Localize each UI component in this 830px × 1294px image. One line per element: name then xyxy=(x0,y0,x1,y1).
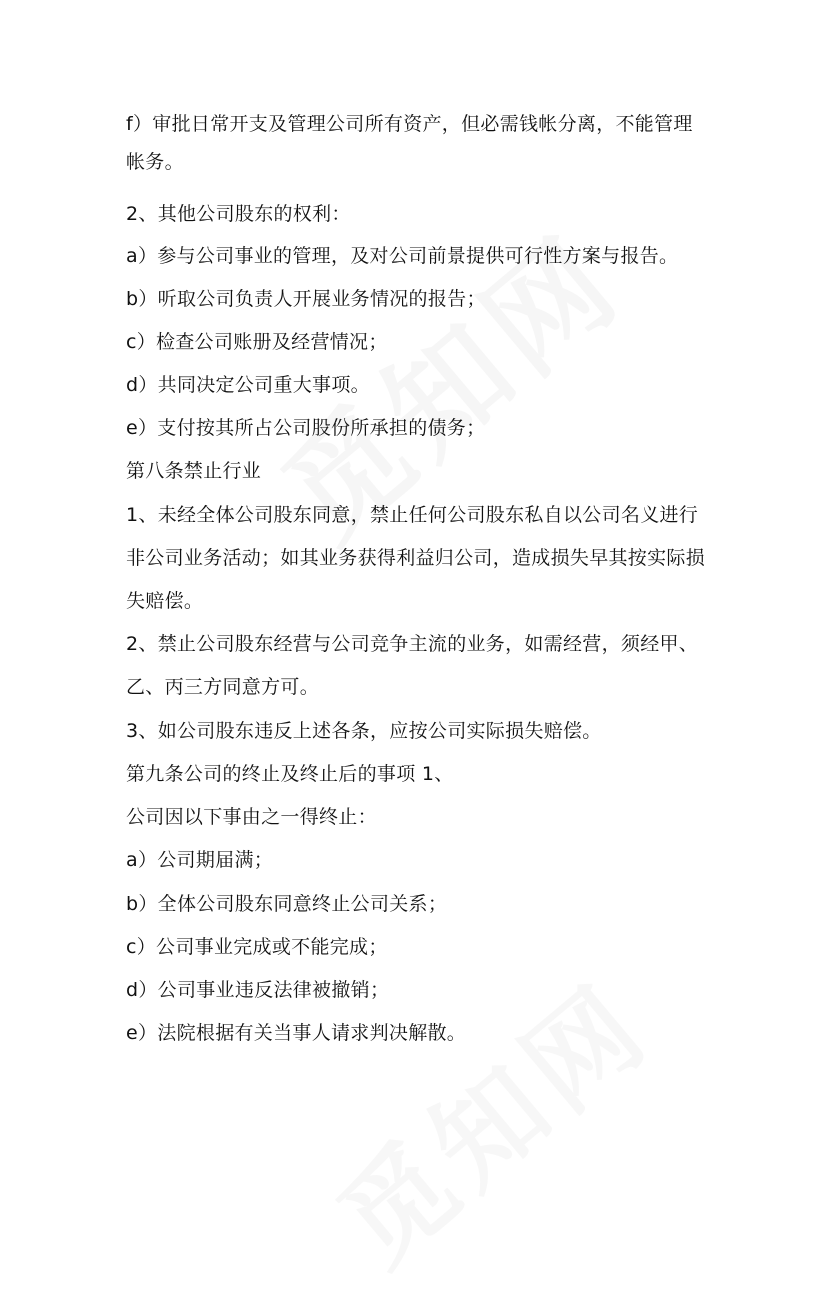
text-line: e）法院根据有关当事人请求判决解散。 xyxy=(126,1022,467,1044)
text-line: a）公司期届满； xyxy=(126,849,274,871)
text-line: b）听取公司负责人开展业务情况的报告； xyxy=(126,288,486,310)
text-line: 公司因以下事由之一得终止： xyxy=(126,806,377,828)
text-line: 非公司业务活动；如其业务获得利益归公司，造成损失早其按实际损 xyxy=(126,547,706,569)
text-line: c）检查公司账册及经营情况； xyxy=(126,331,388,353)
section-heading: 第九条公司的终止及终止后的事项 1、 xyxy=(126,763,454,785)
text-line: c）公司事业完成或不能完成； xyxy=(126,936,388,958)
text-line: d）共同决定公司重大事项。 xyxy=(126,374,370,396)
text-line: d）公司事业违反法律被撤销； xyxy=(126,979,390,1001)
text-line: 2、其他公司股东的权利： xyxy=(126,203,351,225)
section-heading: 第八条禁止行业 xyxy=(126,460,262,482)
text-line: 失赔偿。 xyxy=(126,590,204,612)
text-line: 3、如公司股东违反上述各条，应按公司实际损失赔偿。 xyxy=(126,720,602,742)
text-line: f）审批日常开支及管理公司所有资产，但必需钱帐分离，不能管理 xyxy=(126,113,693,135)
text-line: e）支付按其所占公司股份所承担的债务； xyxy=(126,417,486,439)
text-line: a）参与公司事业的管理，及对公司前景提供可行性方案与报告。 xyxy=(126,245,679,267)
text-line: 2、禁止公司股东经营与公司竞争主流的业务，如需经营，须经甲、 xyxy=(126,633,699,655)
text-line: 帐务。 xyxy=(126,151,184,173)
text-line: 乙、丙三方同意方可。 xyxy=(126,676,320,698)
text-line: 1、未经全体公司股东同意，禁止任何公司股东私自以公司名义进行 xyxy=(126,504,699,526)
text-line: b）全体公司股东同意终止公司关系； xyxy=(126,893,448,915)
